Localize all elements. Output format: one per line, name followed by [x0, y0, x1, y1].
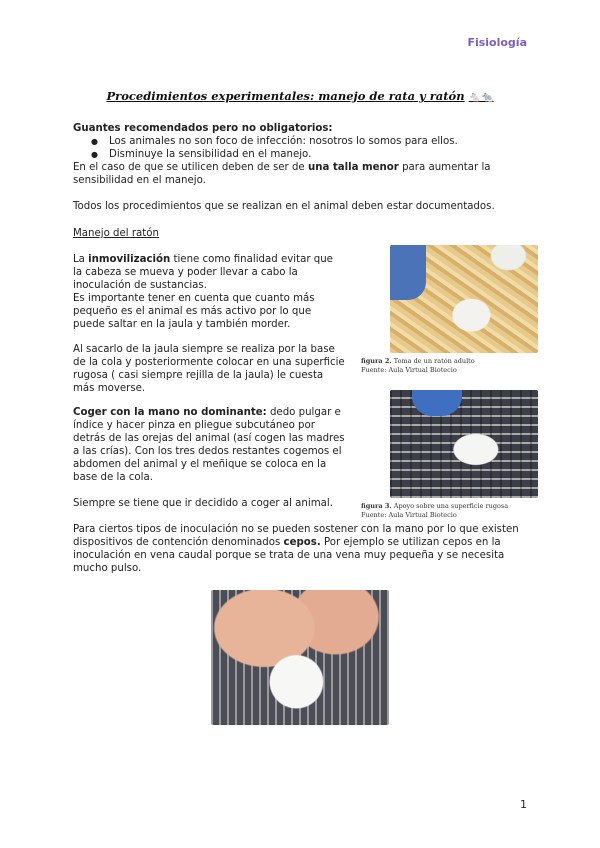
gloves-bullet-1: ● Los animales no son foco de infección: nosotros lo somos para ellos. — [109, 135, 528, 148]
p6-text: Para ciertos tipos de inoculación no se pueden sostener con la mano por lo que existen dispositivos de contención denominados — [73, 524, 519, 548]
figure-2-caption — [361, 357, 541, 375]
paragraph-restraint — [73, 523, 528, 575]
figure-3-source: Fuente: Aula Virtual Biotecio — [361, 511, 457, 519]
p1-text: La — [73, 254, 89, 265]
glove-shape — [412, 390, 462, 416]
figure-2-source: Fuente: Aula Virtual Biotecio — [361, 366, 457, 374]
paragraph-activity: Es importante tener en cuenta que cuanto más pequeño es el animal es más activo por lo que puede saltar en la jaula y también morder. — [73, 293, 315, 330]
gloves-heading: Guantes recomendados pero no obligatorios: — [73, 123, 333, 134]
figure-2-text: Toma de un ratón adulto — [391, 357, 475, 365]
documented-note: Todos los procedimientos que se realizan en el animal deben estar documentados. — [73, 201, 495, 212]
gloves-bullets — [73, 135, 528, 161]
figure-2-label: figura 2. — [361, 357, 392, 365]
figure-3-label: figura 3. — [361, 502, 392, 510]
paragraph-immobilization — [73, 253, 345, 292]
gloves-note-text: En el caso de que se utilicen deben de ser de — [73, 162, 308, 173]
paragraph-decisive: Siempre se tiene que ir decidido a coger al animal. — [73, 498, 333, 509]
gloves-note-bold: una talla menor — [307, 162, 399, 173]
figure-2-photo — [390, 245, 538, 353]
title-text: Procedimientos experimentales: manejo de rata y ratón — [106, 89, 465, 103]
figure-3-caption — [361, 502, 541, 520]
paragraph-tail: Al sacarlo de la jaula siempre se realiza por la base de la cola y posteriormente colocar en una superficie rugosa ( casi siempre rejilla de la jaula) le cuesta más moverse. — [73, 344, 345, 394]
subject-header: Fisiología — [467, 36, 527, 49]
p1-text-end: tiene como finalidad evitar que la cabeza se mueva y poder llevar a cabo la inoculación de sustancias. — [73, 254, 333, 291]
p4-bold: Coger con la mano no dominante: — [73, 407, 267, 418]
gloves-section — [73, 122, 528, 187]
section-heading: Manejo del ratón — [73, 228, 159, 239]
figure-3-photo — [390, 390, 538, 498]
paragraph-grip — [73, 406, 345, 484]
rodent-icons: 🐁🐀 — [468, 92, 494, 103]
glove-shape — [390, 245, 426, 300]
figure-3-text: Apoyo sobre una superficie rugosa — [391, 502, 509, 510]
restraint-photo — [211, 590, 389, 725]
p4-text: dedo pulgar e índice y hacer pinza en pliegue subcutáneo por detrás de las orejas del animal (así cogen las madres a las crías). Con los tres dedos restantes cogemos el abdomen del animal y el meñique se coloca en la base de la cola. — [73, 407, 345, 483]
gloves-note-text-end: para aumentar la sensibilidad en el manejo. — [73, 162, 491, 186]
gloves-note — [73, 161, 528, 187]
page-number: 1 — [520, 798, 527, 811]
page-title — [0, 90, 600, 104]
gloves-bullet-2: ● Disminuye la sensibilidad en el manejo. — [109, 148, 528, 161]
p6-text-end: Por ejemplo se utilizan cepos en la inoculación en vena caudal porque se trata de una vena muy pequeña y se necesita mucho pulso. — [73, 537, 505, 574]
p1-bold: inmovilización — [88, 254, 171, 265]
p6-bold: cepos. — [283, 537, 321, 548]
